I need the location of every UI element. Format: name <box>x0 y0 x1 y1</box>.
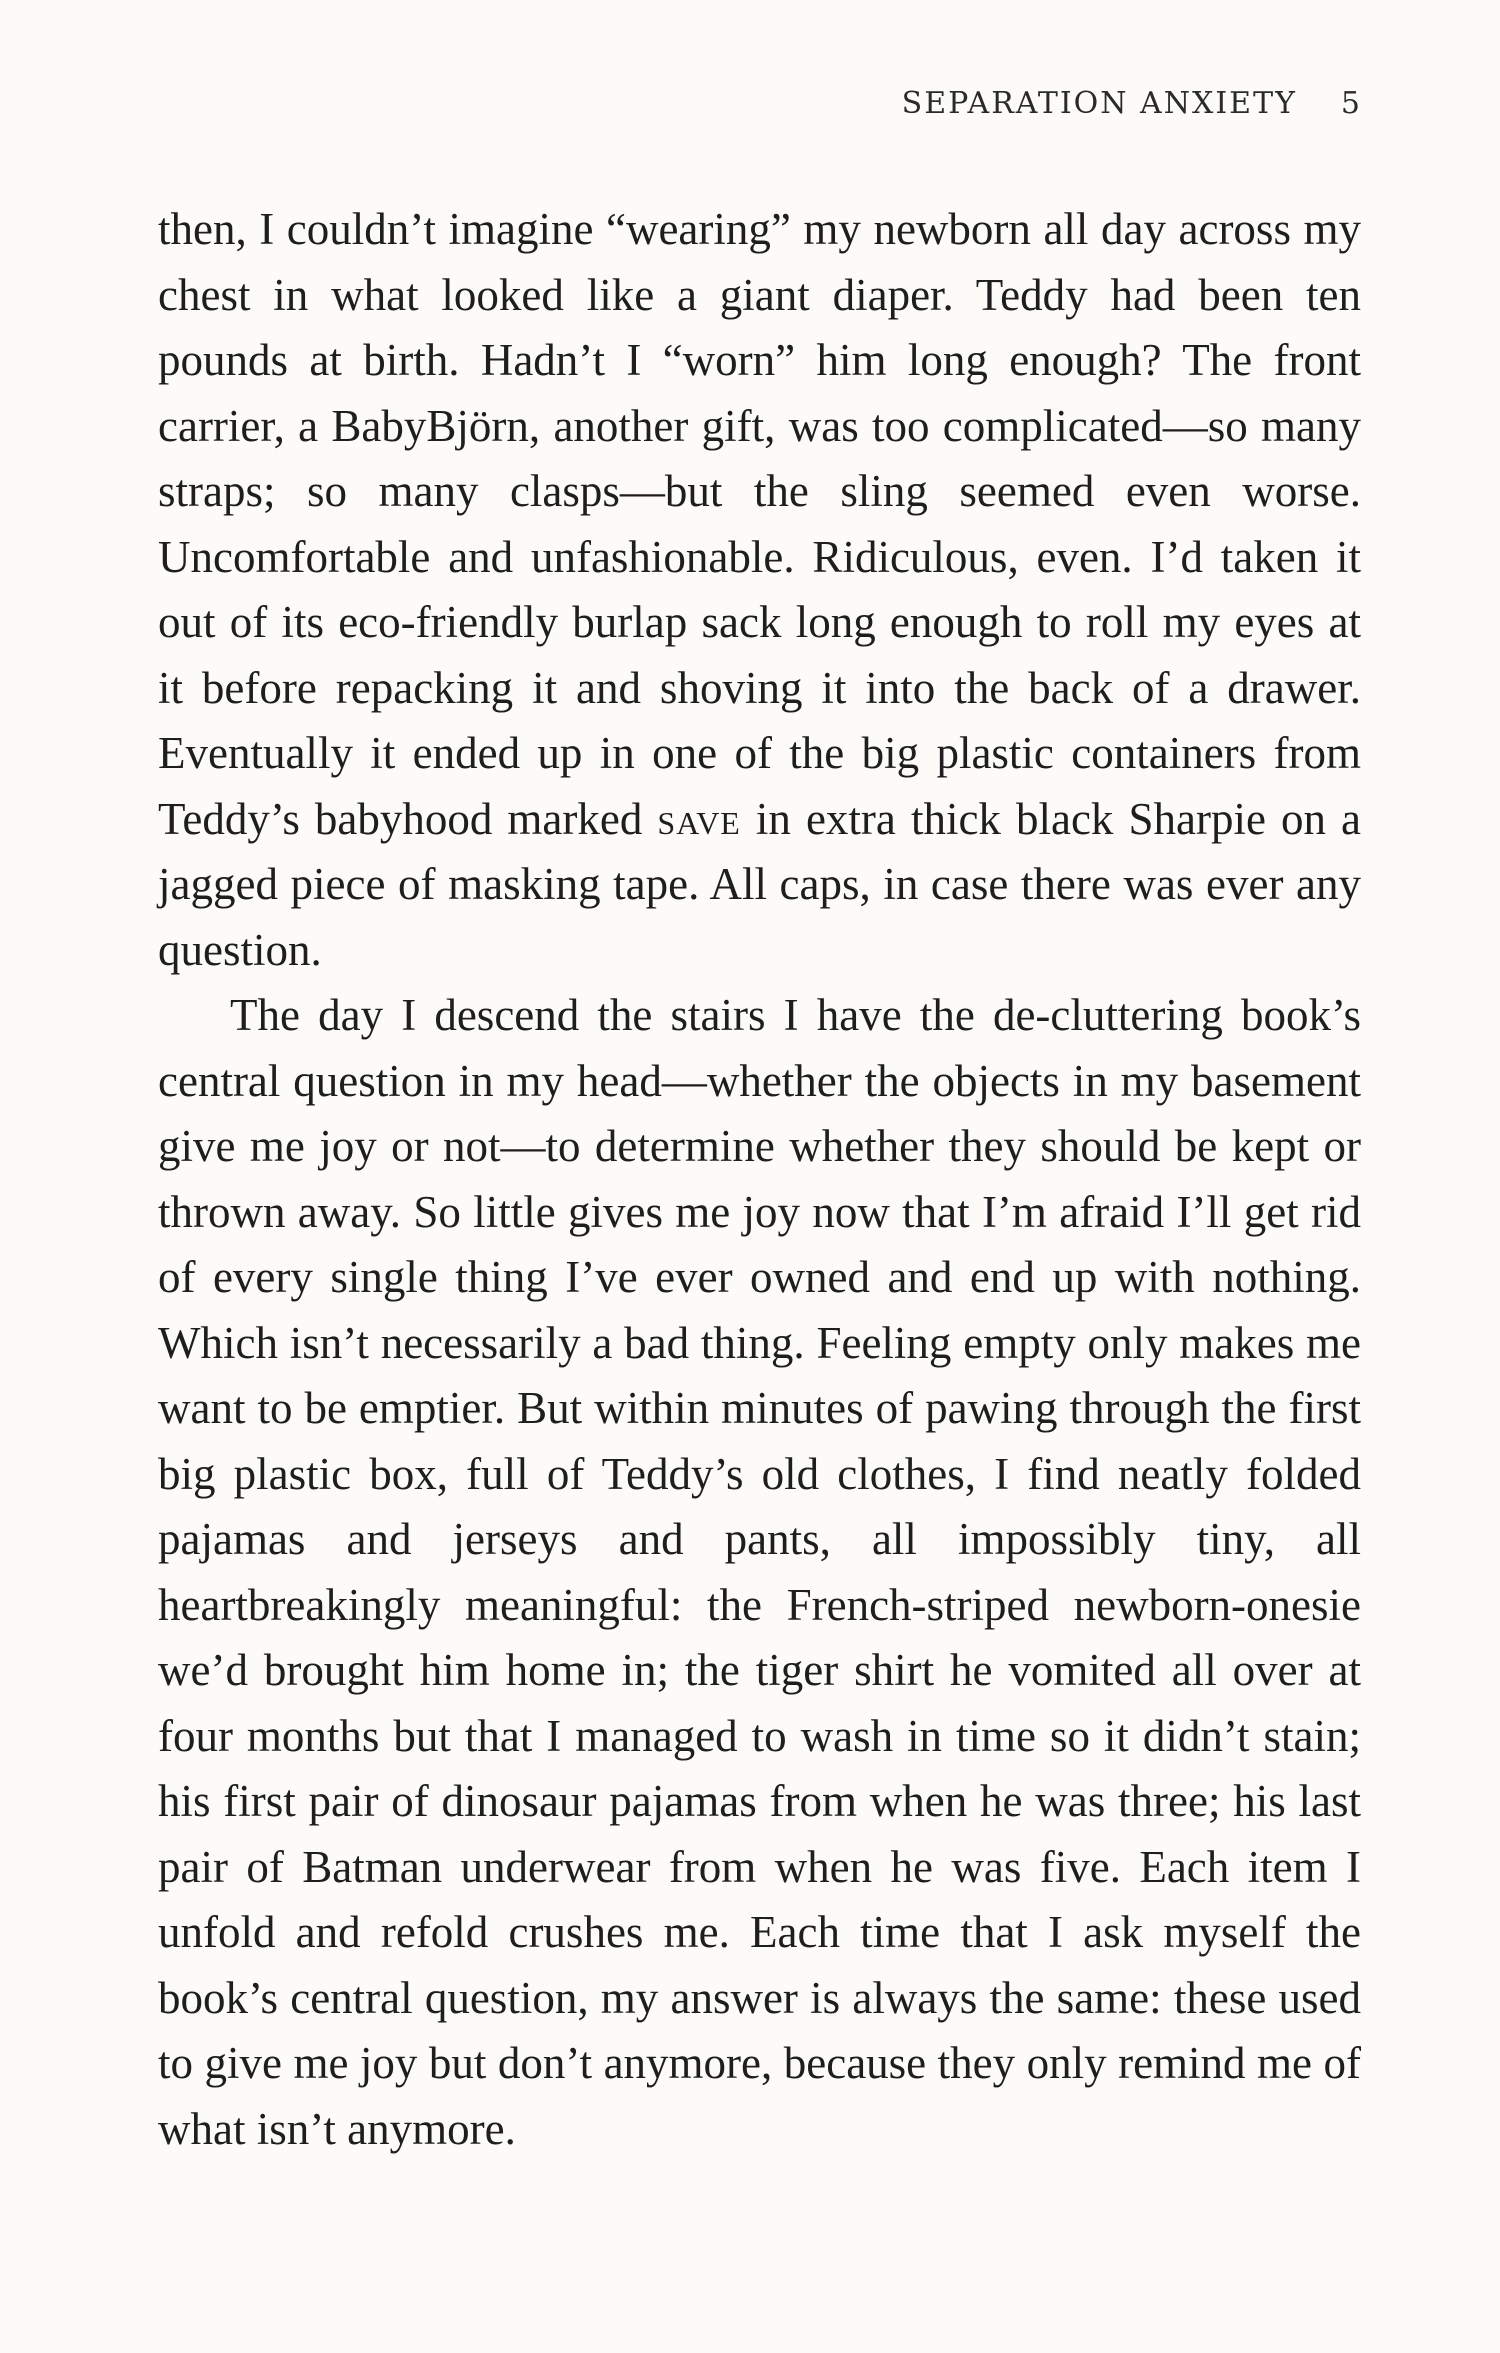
paragraph-1-text-a: then, I couldn’t imagine “wearing” my newborn all day across my chest in what looked like a giant diaper. Teddy had been ten pounds at birth. Hadn’t I “worn” him long enough? The front carrier, a BabyBjörn, another gift, was too complicated—so many straps; so many clasps—but the sling seemed even worse. Uncomfortable and unfashionable. Ridiculous, even. I’d taken it out of its eco-friendly burlap sack long enough to roll my eyes at it before repacking it and shoving it into the back of a drawer. Eventually it ended up in one of the big plastic containers from Teddy’s babyhood marked <box>158 204 1361 844</box>
paragraph-2: The day I descend the stairs I have the de-cluttering book’s central question in my head—whether the objects in my basement give me joy or not—to determine whether they should be kept or thrown away. So little gives me joy now that I’m afraid I’ll get rid of every single thing I’ve ever owned and end up with nothing. Which isn’t necessarily a bad thing. Feeling empty only makes me want to be emptier. But within minutes of pawing through the first big plastic box, full of Teddy’s old clothes, I find neatly folded pajamas and jerseys and pants, all impossibly tiny, all heartbreakingly meaningful: the French-striped newborn-onesie we’d brought him home in; the tiger shirt he vomited all over at four months but that I managed to wash in time so it didn’t stain; his first pair of dinosaur pajamas from when he was three; his last pair of Batman underwear from when he was five. Each item I unfold and refold crushes me. Each time that I ask myself the book’s central question, my answer is always the same: these used to give me joy but don’t anymore, because they only remind me of what isn’t anymore. <box>158 990 1361 2154</box>
running-title: SEPARATION ANXIETY <box>901 86 1297 121</box>
save-label-word: save <box>657 793 741 844</box>
page-number: 5 <box>1340 86 1360 121</box>
running-head <box>160 86 1360 121</box>
paragraph-1-text-b: in extra thick black Sharpie on a jagged piece of masking tape. All caps, in case there was ever any question. <box>158 793 1362 975</box>
paragraph-1 <box>158 197 1361 983</box>
body-text <box>158 197 1361 2162</box>
